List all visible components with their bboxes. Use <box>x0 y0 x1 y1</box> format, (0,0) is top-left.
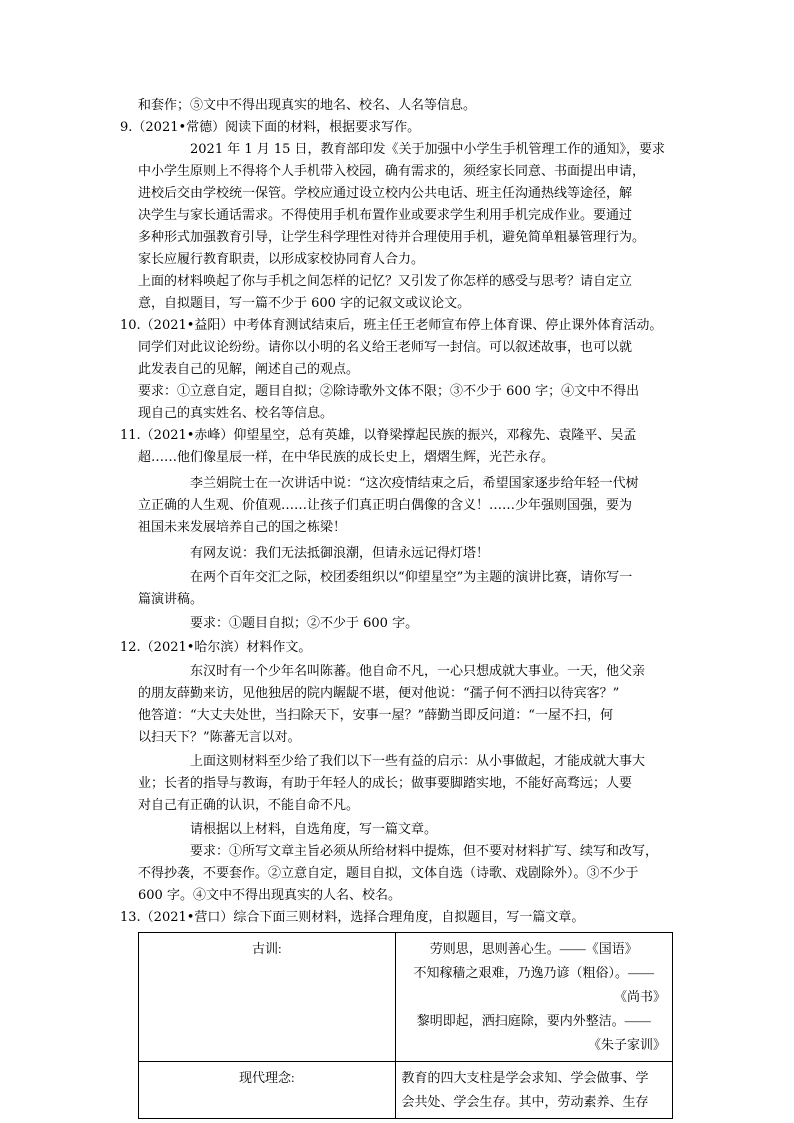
text-line: 家长应履行教育职责，以形成家校协同育人合力。 <box>138 252 425 267</box>
row-label-modern: 现代理念: <box>238 1070 295 1085</box>
text-line: 此发表自己的见解，阐述自己的观点。 <box>138 362 360 377</box>
text-line: 有网友说：我们无法抵御浪潮，但请永远记得灯塔！ <box>190 546 490 561</box>
text-line: 李兰娟院士在一次讲话中说：“这次疫情结束之后，希望国家逐步给年轻一代树 <box>190 476 639 491</box>
text-line: 要求：①题目自拟；②不少于 600 字。 <box>190 616 419 631</box>
table-cell-label <box>139 933 396 1062</box>
text-line: 请根据以上材料，自选角度，写一篇文章。 <box>190 822 438 837</box>
table-cell-label <box>139 1062 396 1119</box>
text-line: 超……他们像星辰一样，在中华民族的成长史上，熠熠生辉，光芒永存。 <box>138 450 555 465</box>
text-line: 上面的材料唤起了你与手机之间怎样的记忆？又引发了你怎样的感受与思考？请自定立 <box>138 274 633 289</box>
materials-table <box>138 932 673 1119</box>
text-line: 对自己有正确的认识，不能自命不凡。 <box>138 798 360 813</box>
text-line: 进校后交由学校统一保管。学校应通过设立校内公共电话、班主任沟通热线等途径，解 <box>138 186 633 201</box>
text-line: 600 字。④文中不得出现真实的人名、校名。 <box>138 888 401 903</box>
quote-line: 教育的四大支柱是学会求知、学会做事、学 <box>401 1070 649 1085</box>
text-line: 东汉时有一个少年名叫陈蕃。他自命不凡，一心只想成就大事业。一天，他父亲 <box>190 664 646 679</box>
text-line: 的朋友薛勤来访，见他独居的院内龌龊不堪，便对他说：“孺子何不洒扫以待宾客？” <box>138 686 620 701</box>
quote-line: 《尚书》 <box>613 989 666 1004</box>
text-line: 要求：①立意自定，题目自拟；②除诗歌外文体不限；③不少于 600 字；④文中不得出 <box>138 384 640 399</box>
text-line: 和套作；⑤文中不得出现真实的地名、校名、人名等信息。 <box>138 98 477 113</box>
text-line: 他答道：“大丈夫处世，当扫除天下，安事一屋？”薛勤当即反问道：“一屋不扫，何 <box>138 708 613 723</box>
text-line: 祖国未来发展培养自己的国之栋梁！ <box>138 520 347 535</box>
table-cell-content <box>395 933 673 1062</box>
text-line: 上面这则材料至少给了我们以下一些有益的启示：从小事做起，才能成就大事大 <box>190 754 646 769</box>
text-line: 以扫天下？”陈蕃无言以对。 <box>138 730 301 745</box>
question-heading: 12.（2021•哈尔滨）材料作文。 <box>120 640 312 655</box>
text-line: 同学们对此议论纷纷。请你以小明的名义给王老师写一封信。可以叙述故事，也可以就 <box>138 340 633 355</box>
text-line: 意，自拟题目，写一篇不少于 600 字的记叙文或议论文。 <box>138 296 471 311</box>
quote-line: 不知稼穑之艰难，乃逸乃谚（粗俗）。—— <box>413 965 654 980</box>
text-line: 在两个百年交汇之际，校团委组织以“仰望星空”为主题的演讲比赛，请你写一 <box>190 570 633 585</box>
text-line: 要求：①所写文章主旨必须从所给材料中提炼，但不要对材料扩写、续写和改写， <box>190 844 659 859</box>
table-cell-content <box>395 1062 673 1119</box>
quote-line: 黎明即起，洒扫庭除，要内外整洁。—— <box>416 1013 651 1028</box>
text-line: 立正确的人生观、价值观……让孩子们真正明白偶像的含义！……少年强则国强，要为 <box>138 498 633 513</box>
text-line: 多种形式加强教育引导，让学生科学理性对待并合理使用手机，避免简单粗暴管理行为。 <box>138 230 646 245</box>
text-line: 现自己的真实姓名、校名等信息。 <box>138 406 334 421</box>
question-heading: 11.（2021•赤峰）仰望星空，总有英雄，以脊梁撑起民族的振兴，邓稼先、袁隆平、吴孟 <box>120 428 637 443</box>
row-label-ancient: 古训: <box>251 941 282 956</box>
table-row <box>139 1062 673 1119</box>
quote-line: 劳则思，思则善心生。——《国语》 <box>429 941 638 956</box>
table-row <box>139 933 673 1062</box>
question-heading: 9.（2021•常德）阅读下面的材料，根据要求写作。 <box>120 120 421 135</box>
text-line: 篇演讲稿。 <box>138 592 204 607</box>
question-heading: 10.（2021•益阳）中考体育测试结束后，班主任王老师宣布停上体育课、停止课外体育活动。 <box>120 318 663 333</box>
quote-line: 会共处、学会生存。其中，劳动素养、生存 <box>401 1094 649 1109</box>
quote-line: 《朱子家训》 <box>587 1037 666 1052</box>
text-line: 中小学生原则上不得将个人手机带入校园，确有需求的，须经家长同意、书面提出申请， <box>138 164 646 179</box>
question-heading: 13.（2021•营口）综合下面三则材料，选择合理角度，自拟题目，写一篇文章。 <box>120 910 585 925</box>
text-line: 2021 年 1 月 15 日，教育部印发《关于加强中小学生手机管理工作的通知》，要求 <box>190 142 666 157</box>
text-line: 业；长者的指导与教诲，有助于年轻人的成长；做事要脚踏实地，不能好高骛远；人要 <box>138 776 633 791</box>
text-line: 决学生与家长通话需求。不得使用手机布置作业或要求学生利用手机完成作业。要通过 <box>138 208 633 223</box>
text-line: 不得抄袭，不要套作。②立意自定，题目自拟，文体自选（诗歌、戏剧除外）。③不少于 <box>138 866 639 881</box>
